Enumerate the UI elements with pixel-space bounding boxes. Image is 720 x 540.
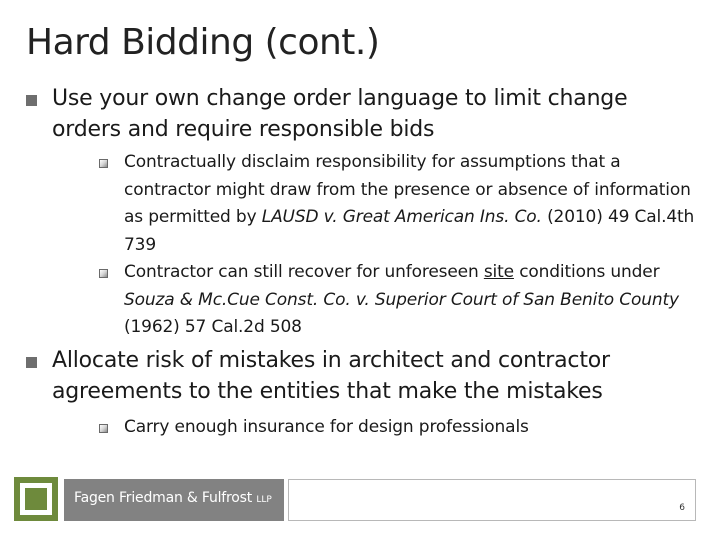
sub-bullet-icon xyxy=(99,159,108,168)
sub-bullet-text-part: (1962) 57 Cal.2d 508 xyxy=(124,317,302,337)
bullet-text: Use your own change order language to limit change orders and require responsible bids xyxy=(52,86,628,142)
page-title: Hard Bidding (cont.) xyxy=(26,22,380,63)
sub-bullet-text-part: Carry enough insurance for design professionals xyxy=(124,417,529,437)
footer-right-panel xyxy=(288,479,696,521)
case-citation: LAUSD v. Great American Ins. Co. xyxy=(261,207,542,227)
sub-bullet-icon xyxy=(99,424,108,433)
sub-bullet-text-part: (2010) 49 Cal.4th 739 xyxy=(124,207,695,255)
sub-bullet-text-part: conditions under xyxy=(513,262,660,282)
logo-center-square xyxy=(25,488,47,510)
logo-frame xyxy=(20,483,52,515)
bullet-text: Allocate risk of mistakes in architect and contractor agreements to the entities that make the mistakes xyxy=(52,348,610,404)
sub-bullet-text xyxy=(124,149,704,259)
underlined-word: site xyxy=(483,262,514,282)
firm-name xyxy=(74,490,272,506)
firm-name-text: Fagen Friedman & Fulfrost xyxy=(74,490,253,506)
sub-bullet-text-part: Contractually disclaim responsibility for assumptions that a contractor might draw from the presence or absence of information as permitted by xyxy=(124,152,691,227)
firm-logo-icon xyxy=(14,477,58,521)
page-number: 6 xyxy=(679,503,685,513)
sub-bullet-icon xyxy=(99,269,108,278)
bullet-square-icon xyxy=(26,357,37,368)
sub-bullet-text-part: Contractor can still recover for unforeseen xyxy=(124,262,484,282)
footer-firm-band xyxy=(64,479,284,521)
case-citation: Souza & Mc.Cue Const. Co. v. Superior Court of San Benito County xyxy=(124,289,679,310)
bullet-square-icon xyxy=(26,95,37,106)
sub-bullet-text xyxy=(124,259,704,342)
sub-bullet-text xyxy=(124,414,704,442)
firm-suffix: LLP xyxy=(256,495,272,505)
